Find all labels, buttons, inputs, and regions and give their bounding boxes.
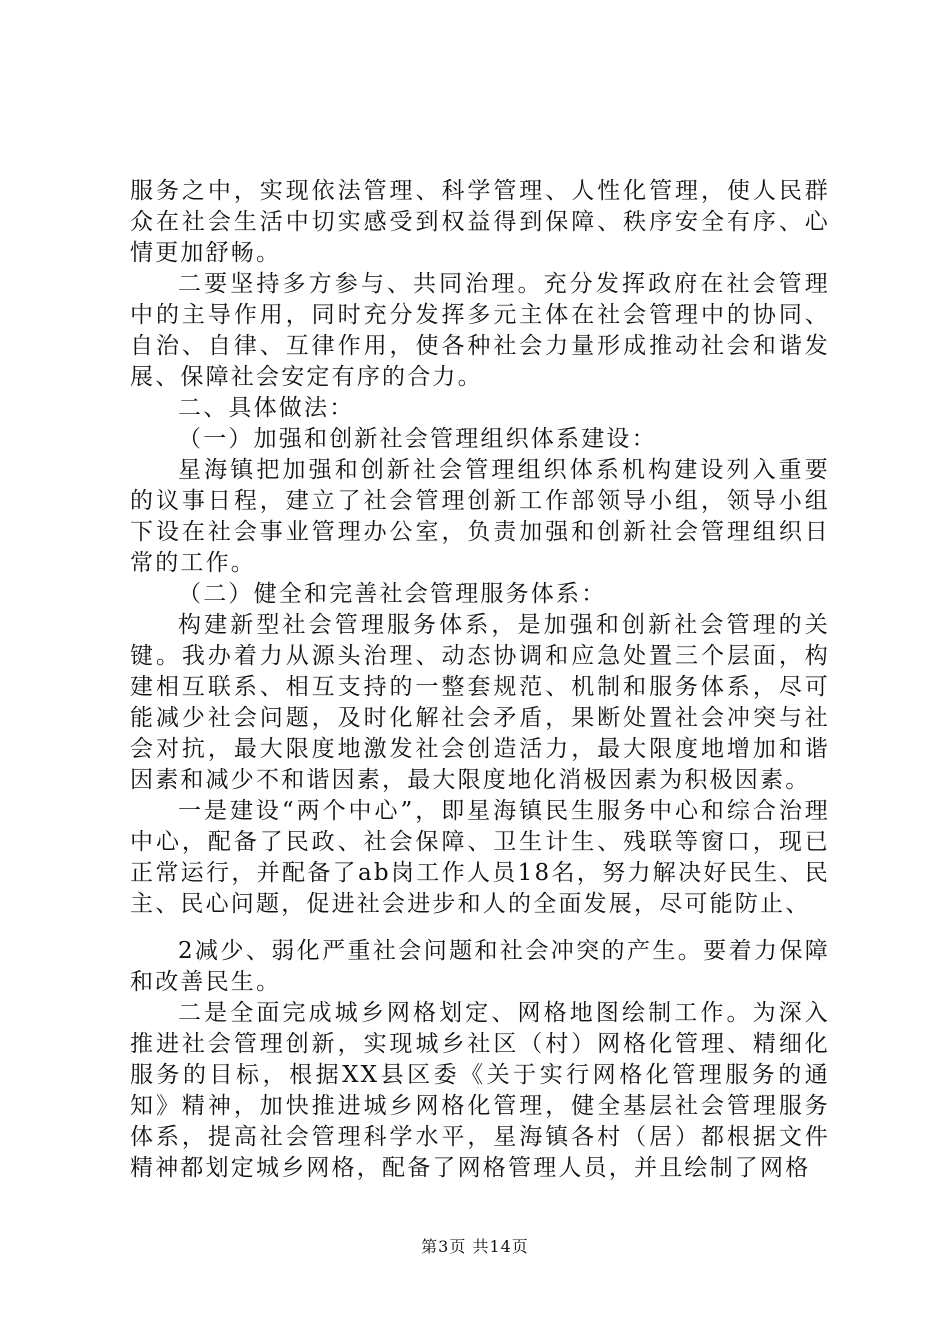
subsection-heading: （一）加强和创新社会管理组织体系建设： [178,426,657,452]
subsection-heading: （二）健全和完善社会管理服务体系： [178,581,607,607]
paragraph: 二要坚持多方参与、共同治理。充分发挥政府在社会管理中的主导作用，同时充分发挥多元主体在社会管理中的协同、自治、自律、互律作用，使各种社会力量形成推动社会和谐发展、保障社会安定有序的合力。 [130,271,830,390]
paragraph: 一是建设“两个中心”，即星海镇民生服务中心和综合治理中心，配备了民政、社会保障、卫生计生、残联等窗口，现已正常运行，并配备了ab岗工作人员18名，努力解决好民生、民主、民心问题，促进社会进步和人的全面发展，尽可能防止、 [130,798,830,917]
paragraph: 二是全面完成城乡网格划定、网格地图绘制工作。为深入推进社会管理创新，实现城乡社区（村）网格化管理、精细化服务的目标，根据XX县区委《关于实行网格化管理服务的通知》精神，加快推进城乡网格化管理，健全基层社会管理服务体系，提高社会管理科学水平，星海镇各村（居）都根据文件精神都划定城乡网格，配备了网格管理人员，并且绘制了网格 [130,1000,830,1181]
paragraph: 构建新型社会管理服务体系，是加强和创新社会管理的关键。我办着力从源头治理、动态协调和应急处置三个层面，构建相互联系、相互支持的一整套规范、机制和服务体系，尽可能减少社会问题，及时化解社会矛盾，果断处置社会冲突与社会对抗，最大限度地激发社会创造活力，最大限度地增加和谐因素和减少不和谐因素，最大限度地化消极因素为积极因素。 [130,612,830,793]
paragraph: 星海镇把加强和创新社会管理组织体系机构建设列入重要的议事日程，建立了社会管理创新工作部领导小组，领导小组下设在社会事业管理办公室，负责加强和创新社会管理组织日常的工作。 [130,457,830,576]
text-block-top [130,176,830,920]
text-block-bottom [130,936,830,1184]
section-heading: 二、具体做法： [178,395,355,421]
page-footer: 第3页 共14页 [421,1237,529,1256]
paragraph: 2减少、弱化严重社会问题和社会冲突的产生。要着力保障和改善民生。 [130,938,830,995]
paragraph: 服务之中，实现依法管理、科学管理、人性化管理，使人民群众在社会生活中切实感受到权益得到保障、秩序安全有序、心情更加舒畅。 [130,178,830,266]
